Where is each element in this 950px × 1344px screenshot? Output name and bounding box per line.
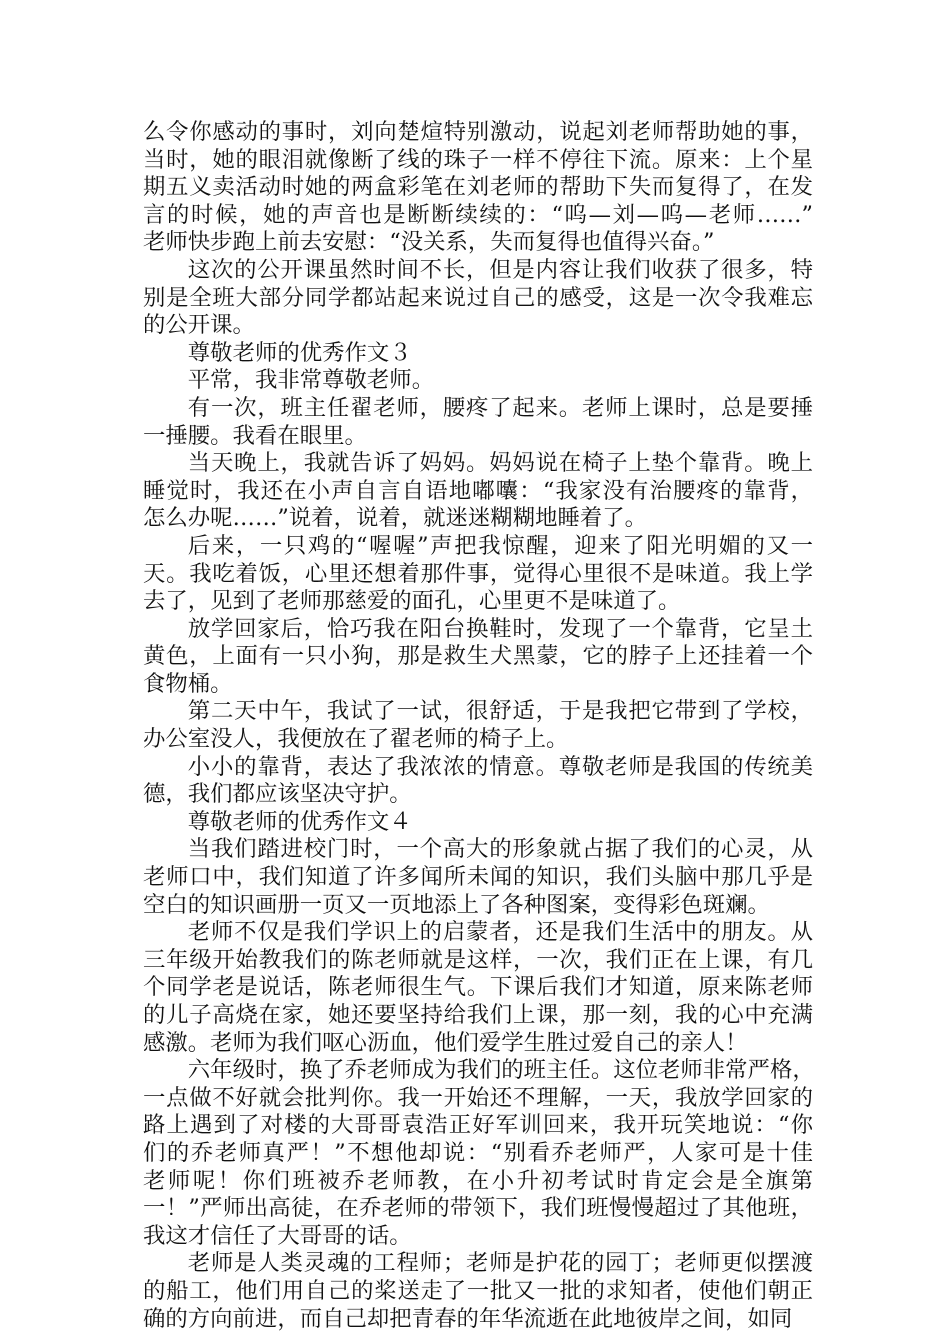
- text-line: 我这才信任了大哥哥的话。: [143, 1222, 412, 1249]
- paragraph: [143, 836, 813, 919]
- text-line: 言的时候，她的声音也是断断续续的：“呜—刘—呜—老师……”: [143, 201, 813, 228]
- paragraph: [143, 698, 813, 753]
- text-line: 的船工，他们用自己的桨送走了一批又一批的求知者，使他们朝正: [143, 1277, 813, 1304]
- text-line: 确的方向前进，而自己却把青春的年华流逝在此地彼岸之间，如同: [143, 1305, 793, 1332]
- text-line: 空白的知识画册一页又一页地添上了各种图案，变得彩色斑斓。: [143, 891, 770, 918]
- text-line: 老师是人类灵魂的工程师；老师是护花的园丁；老师更似摆渡: [187, 1250, 813, 1277]
- text-line: 有一次，班主任翟老师，腰疼了起来。老师上课时，总是要捶: [187, 394, 813, 421]
- text-line: 感激。老师为我们呕心沥血，他们爱学生胜过爱自己的亲人！: [143, 1029, 748, 1056]
- text-line: 老师口中，我们知道了许多闻所未闻的知识，我们头脑中那几乎是: [143, 864, 813, 891]
- text-line: 路上遇到了对楼的大哥哥袁浩正好军训回来，我开玩笑地说：“你: [143, 1112, 813, 1139]
- text-line: 一点做不好就会批判你。我一开始还不理解，一天，我放学回家的: [143, 1084, 813, 1111]
- text-line: 食物桶。: [143, 670, 233, 697]
- text-line: 的公开课。: [143, 312, 255, 339]
- document-page: [143, 119, 813, 1333]
- paragraph: [143, 367, 813, 395]
- text-line: 这次的公开课虽然时间不长，但是内容让我们收获了很多，特: [187, 256, 813, 283]
- text-line: 第二天中午，我试了一试，很舒适，于是我把它带到了学校，: [187, 698, 813, 725]
- paragraph: [143, 533, 813, 616]
- text-line: 六年级时，换了乔老师成为我们的班主任。这位老师非常严格，: [187, 1057, 815, 1084]
- text-line: 一捶腰。我看在眼里。: [143, 422, 367, 449]
- text-line: 小小的靠背，表达了我浓浓的情意。尊敬老师是我国的传统美: [187, 753, 813, 780]
- text-line: 平常，我非常尊敬老师。: [187, 367, 435, 394]
- section-heading: [143, 340, 813, 368]
- text-line: 么令你感动的事时，刘向楚煊特别激动，说起刘老师帮助她的事，: [143, 119, 813, 145]
- text-line: 办公室没人，我便放在了翟老师的椅子上。: [143, 726, 569, 753]
- paragraph: [143, 754, 813, 809]
- paragraph: [143, 450, 813, 533]
- paragraph: [143, 119, 813, 257]
- text-line: 当我们踏进校门时，一个高大的形象就占据了我们的心灵，从: [187, 836, 813, 863]
- text-line: 睡觉时，我还在小声自言自语地嘟囔：“我家没有治腰疼的靠背，: [143, 477, 813, 504]
- text-line: 当时，她的眼泪就像断了线的珠子一样不停往下流。原来：上个星: [143, 146, 813, 173]
- text-line: 天。我吃着饭，心里还想着那件事，觉得心里很不是味道。我上学: [143, 560, 813, 587]
- text-line: 老师呢！你们班被乔老师教，在小升初考试时肯定会是全旗第: [143, 1167, 813, 1194]
- paragraph: [143, 257, 813, 340]
- paragraph: [143, 395, 813, 450]
- text-line: 一！”严师出高徒，在乔老师的带领下，我们班慢慢超过了其他班，: [143, 1195, 813, 1222]
- text-line: 老师不仅是我们学识上的启蒙者，还是我们生活中的朋友。从: [187, 919, 813, 946]
- text-line: 当天晚上，我就告诉了妈妈。妈妈说在椅子上垫个靠背。晚上: [187, 450, 813, 477]
- section-heading: [143, 809, 813, 837]
- text-line: 放学回家后，恰巧我在阳台换鞋时，发现了一个靠背，它呈土: [187, 615, 813, 642]
- paragraph: [143, 1250, 813, 1333]
- text-line: 的儿子高烧在家，她还要坚持给我们上课，那一刻，我的心中充满: [143, 1002, 813, 1028]
- heading-text: 尊敬老师的优秀作文３: [187, 339, 412, 366]
- text-line: 黄色，上面有一只小狗，那是救生犬黑蒙，它的脖子上还挂着一个: [143, 643, 813, 670]
- text-line: 期五义卖活动时她的两盒彩笔在刘老师的帮助下失而复得了，在发: [143, 174, 813, 201]
- text-line: 后来，一只鸡的“喔喔”声把我惊醒，迎来了阳光明媚的又一: [187, 532, 813, 559]
- text-line: 别是全班大部分同学都站起来说过自己的感受，这是一次令我难忘: [143, 284, 813, 311]
- text-line: 们的乔老师真严！”不想他却说：“别看乔老师严，人家可是十佳: [143, 1139, 813, 1166]
- paragraph: [143, 1057, 813, 1250]
- heading-text: 尊敬老师的优秀作文４: [187, 808, 412, 835]
- paragraph: [143, 919, 813, 1057]
- paragraph: [143, 616, 813, 699]
- text-line: 德，我们都应该坚决守护。: [143, 781, 412, 808]
- text-line: 去了，见到了老师那慈爱的面孔，心里更不是味道了。: [143, 588, 681, 615]
- text-line: 怎么办呢……”说着，说着，就迷迷糊糊地睡着了。: [143, 505, 648, 532]
- text-line: 老师快步跑上前去安慰：“没关系，失而复得也值得兴奋。”: [143, 229, 715, 256]
- text-line: 个同学老是说话，陈老师很生气。下课后我们才知道，原来陈老师: [143, 974, 813, 1001]
- text-line: 三年级开始教我们的陈老师就是这样，一次，我们正在上课，有几: [143, 946, 813, 973]
